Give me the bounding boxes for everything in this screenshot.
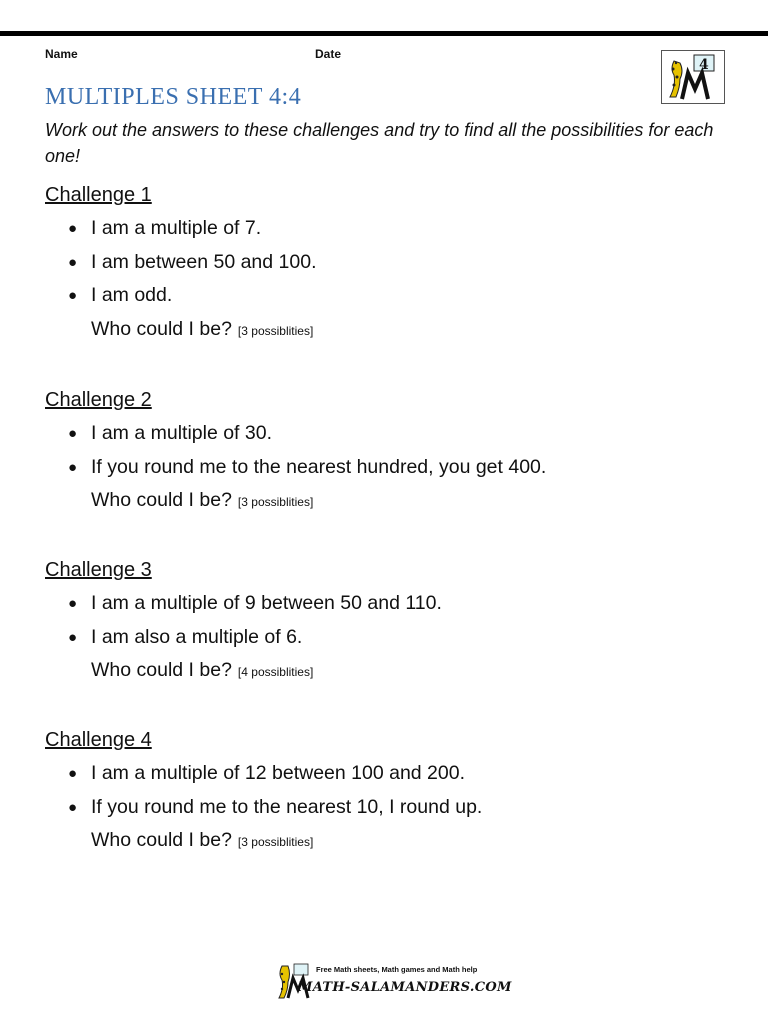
challenge-heading: Challenge 2: [45, 389, 152, 411]
date-label: Date: [315, 47, 342, 61]
clue-text: I am a multiple of 30.: [91, 422, 273, 444]
footer-brand-block: [274, 962, 512, 1002]
challenge-3: [45, 558, 705, 689]
clue-text: I am also a multiple of 6.: [91, 625, 303, 648]
list-item: [45, 451, 705, 485]
challenge-4: [45, 728, 705, 859]
math-salamanders-logo: [661, 50, 725, 104]
clue-text: If you round me to the nearest hundred, you get 400.: [91, 455, 547, 478]
bullet-icon: ●: [68, 595, 78, 612]
list-item: [45, 757, 705, 791]
answer-prompt: [45, 824, 705, 859]
possibilities-hint: [4 possiblities]: [237, 665, 314, 679]
clue-text: I am odd.: [91, 284, 173, 306]
challenge-heading: Challenge 4: [45, 729, 152, 751]
challenge-heading: Challenge 3: [45, 559, 152, 581]
clue-text: If you round me to the nearest 10, I round up.: [91, 795, 483, 818]
clue-text: I am between 50 and 100.: [91, 250, 317, 273]
bullet-icon: ●: [68, 798, 78, 816]
list-item: [45, 621, 705, 655]
list-item: [45, 246, 705, 280]
possibilities-hint: [3 possiblities]: [237, 495, 314, 509]
answer-prompt: [45, 484, 705, 519]
list-item: [45, 791, 705, 825]
answer-prompt: [45, 654, 705, 689]
bullet-icon: ●: [68, 220, 78, 237]
clue-text: I am a multiple of 9 between 50 and 110.: [91, 592, 442, 614]
list-item: [45, 417, 705, 451]
bullet-icon: ●: [68, 628, 78, 646]
prompt-text: Who could I be?: [91, 829, 232, 851]
logo-digit: 4: [699, 57, 709, 73]
bullet-icon: ●: [68, 458, 78, 476]
list-item: [45, 212, 705, 246]
clue-text: I am a multiple of 7.: [91, 217, 262, 239]
list-item: [45, 279, 705, 313]
footer-tagline: Free Math sheets, Math games and Math help: [316, 965, 478, 974]
answer-prompt: [45, 313, 705, 348]
top-rule: [0, 31, 768, 36]
clue-text: I am a multiple of 12 between 100 and 200.: [91, 762, 466, 784]
footer-brand: MATH-SALAMANDERS.COM: [298, 980, 512, 995]
possibilities-hint: [3 possiblities]: [237, 835, 314, 849]
challenge-heading: Challenge 1: [45, 184, 152, 206]
bullet-icon: ●: [68, 287, 78, 304]
name-label: Name: [45, 47, 78, 61]
challenge-2: [45, 388, 705, 519]
bullet-icon: ●: [68, 425, 78, 442]
bullet-icon: ●: [68, 765, 78, 782]
prompt-text: Who could I be?: [91, 489, 232, 511]
possibilities-hint: [3 possiblities]: [237, 323, 314, 338]
challenge-1: [45, 183, 705, 348]
bullet-icon: ●: [68, 253, 78, 271]
instructions: Work out the answers to these challenges and try to find all the possibilities for each one!: [45, 120, 714, 166]
prompt-text: Who could I be?: [91, 659, 232, 681]
list-item: [45, 587, 705, 621]
page-title: MULTIPLES SHEET 4:4: [45, 84, 302, 110]
prompt-text: Who could I be?: [91, 317, 232, 340]
